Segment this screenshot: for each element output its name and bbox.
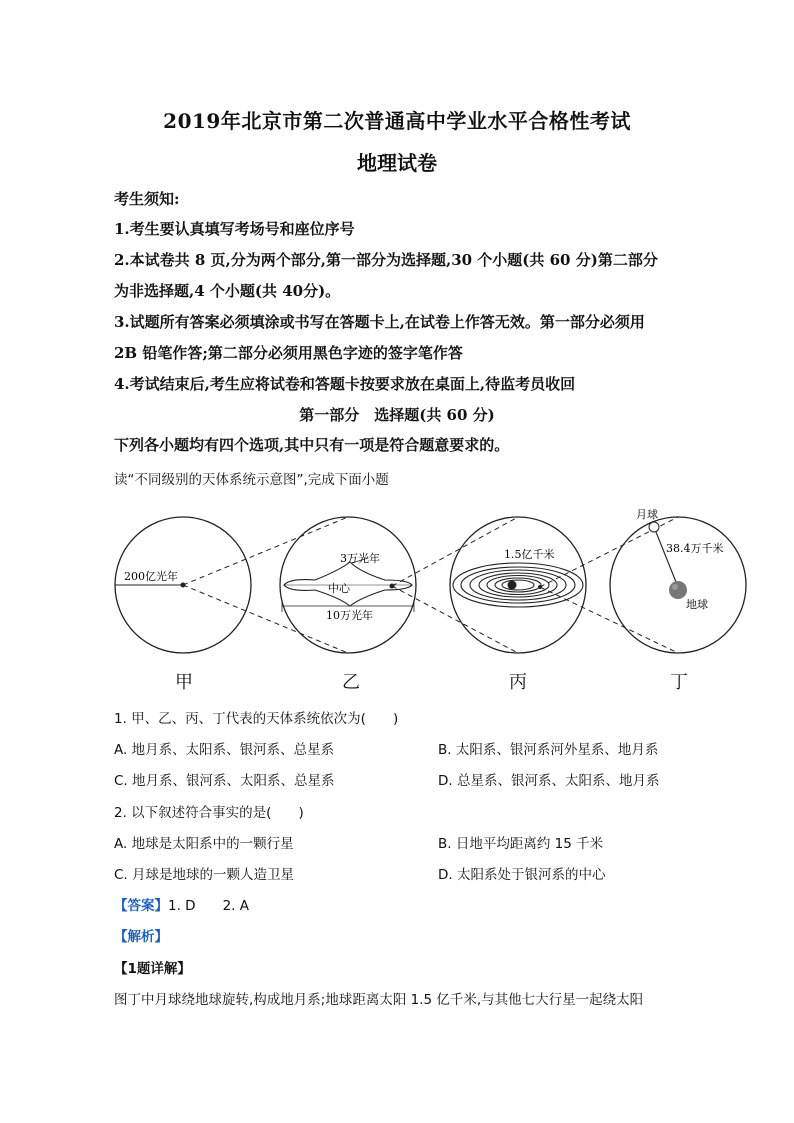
exam-subtitle: 地理试卷 [357, 151, 437, 175]
section-instruction: 下列各小题均有四个选项,其中只有一项是符合题意要求的。 [114, 436, 510, 454]
panel-label-yi: 乙 [342, 672, 360, 693]
connector-line [540, 587, 678, 653]
option-b: B. 太阳系、银河系河外星系、地月系 [438, 742, 659, 758]
planet-orbit [479, 573, 557, 597]
ding-earth-label: 地球 [686, 598, 708, 611]
question-stem: 2. 以下叙述符合事实的是( ) [114, 805, 304, 821]
notice-item: 为非选择题,4 个小题(共 40分)。 [114, 282, 341, 300]
yi-diameter-label: 10万光年 [326, 609, 373, 622]
question-stem: 1. 甲、乙、丙、丁代表的天体系统依次为( ) [114, 711, 399, 727]
ding-moon-label: 月球 [636, 508, 658, 521]
earth-globe [669, 581, 687, 599]
ding-distance-label: 38.4万千米 [666, 542, 724, 555]
notice-item: 2B 铅笔作答;第二部分必须用黑色字迹的签字笔作答 [114, 344, 463, 362]
option-d: D. 太阳系处于银河系的中心 [438, 867, 606, 883]
planet-orbit [502, 580, 534, 590]
analysis-label: 【解析】 [114, 929, 168, 945]
connector-line [183, 517, 348, 585]
option-b: B. 日地平均距离约 15 千米 [438, 836, 604, 852]
notice-item: 4.考试结束后,考生应将试卷和答题卡按要求放在桌面上,待监考员收回 [114, 375, 576, 393]
notice-item: 3.试题所有答案必须填涂或书写在答题卡上,在试卷上作答无效。第一部分必须用 [114, 313, 645, 331]
question-intro: 读“不同级别的天体系统示意图”,完成下面小题 [114, 472, 389, 488]
option-d: D. 总星系、银河系、太阳系、地月系 [438, 773, 660, 789]
planet-orbit [461, 567, 575, 603]
panel-label-ding: 丁 [670, 672, 688, 693]
panel-label-jia: 甲 [175, 672, 193, 693]
sun-dot [508, 581, 517, 590]
moon-circle [649, 522, 659, 532]
notice-item: 1.考生要认真填写考场号和座位序号 [114, 220, 355, 238]
notice-heading: 考生须知: [114, 190, 180, 208]
yi-center-label: 中心 [328, 582, 350, 595]
detail-text: 图丁中月球绕地球旋转,构成地月系;地球距离太阳 1.5 亿千米,与其他七大行星一起绕太阳 [114, 992, 644, 1008]
section-title: 第一部分 选择题(共 60 分) [299, 406, 495, 424]
jia-radius-label: 200亿光年 [124, 570, 178, 583]
exam-title: 2019年北京市第二次普通高中学业水平合格性考试 [163, 109, 631, 133]
answer-text: 1. D 2. A [168, 898, 249, 914]
option-c: C. 地月系、银河系、太阳系、总星系 [114, 773, 335, 789]
earth-moon-line [656, 532, 676, 582]
option-c: C. 月球是地球的一颗人造卫星 [114, 867, 295, 883]
answer-label: 【答案】 [114, 898, 168, 914]
planet-orbit [470, 570, 566, 600]
panel-label-bing: 丙 [509, 672, 527, 693]
notice-item: 2.本试卷共 8 页,分为两个部分,第一部分为选择题,30 个小题(共 60 分)第二部分 [114, 251, 658, 269]
option-a: A. 地月系、太阳系、银河系、总星系 [114, 742, 335, 758]
yi-thickness-label: 3万光年 [340, 552, 380, 565]
answer-line [114, 894, 249, 914]
connector-line [183, 585, 348, 653]
option-a: A. 地球是太阳系中的一颗行星 [114, 836, 294, 852]
connector-line [392, 517, 518, 586]
detail-label: 【1题详解】 [114, 961, 191, 977]
celestial-systems-figure [100, 500, 760, 700]
bing-distance-label: 1.5亿千米 [504, 548, 555, 561]
